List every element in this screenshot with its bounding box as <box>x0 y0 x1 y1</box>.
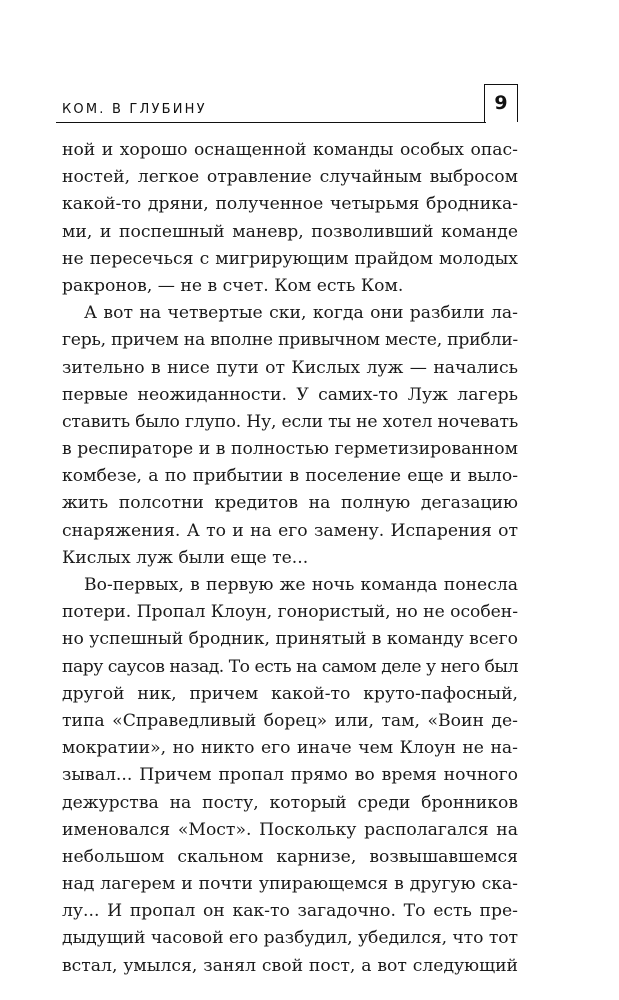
header-rule <box>56 122 486 123</box>
text-line: небольшом скальном карнизе, возвышавшемся <box>62 846 518 867</box>
text-line: герь, причем на вполне привычном месте, прибли- <box>62 330 518 351</box>
text-line: снаряжения. А то и на его замену. Испарения от <box>62 520 518 541</box>
text-line: мократии», но никто его иначе чем Клоун не на- <box>62 738 518 759</box>
text-line: зывал... Причем пропал прямо во время ночного <box>62 765 518 786</box>
text-line: но успешный бродник, принятый в команду всего <box>62 629 518 650</box>
text-line: пару саусов назад. То есть на самом деле у него был <box>62 656 518 677</box>
text-line: дежурства на посту, который среди бронников <box>62 792 518 813</box>
text-line: ностей, легкое отравление случайным выбросом <box>62 167 518 188</box>
text-line: ракронов, — не в счет. Ком есть Ком. <box>62 275 404 296</box>
paragraph-first-line: Во-первых, в первую же ночь команда понесла <box>84 575 518 595</box>
text-line: другой ник, причем какой-то круто-пафосный, <box>62 683 518 704</box>
text-line: ми, и поспешный маневр, позволивший команде <box>62 221 518 242</box>
paragraph-first-line: А вот на четвертые ски, когда они разбили ла- <box>84 303 518 324</box>
text-line: лу... И пропал он как-то загадочно. То есть пре- <box>62 901 518 922</box>
text-line: ставить было глупо. Ну, если ты не хотел ночевать <box>62 411 519 432</box>
page-header <box>56 84 518 132</box>
text-line: над лагерем и почти упирающемся в другую ска- <box>62 874 518 895</box>
page-number-box <box>484 84 518 122</box>
text-line: в респираторе и в полностью герметизированном <box>62 439 518 460</box>
text-line: встал, умылся, занял свой пост, а вот следующий <box>62 955 518 976</box>
text-line: жить полсотни кредитов на полную дегазацию <box>62 493 518 514</box>
body-text <box>62 137 518 980</box>
text-line: потери. Пропал Клоун, гонористый, но не особен- <box>62 602 518 623</box>
text-line: первые неожиданности. У самих-то Луж лагерь <box>62 384 518 405</box>
text-line: зительно в нисе пути от Кислых луж — начались <box>62 357 518 378</box>
text-line: именовался «Мост». Поскольку располагался на <box>62 819 518 840</box>
text-line: дыдущий часовой его разбудил, убедился, что тот <box>62 928 519 949</box>
text-line: Кислых луж были еще те... <box>62 547 309 568</box>
text-line: типа «Справедливый борец» или, там, «Воин де- <box>62 710 518 731</box>
running-head: КОМ. В ГЛУБИНУ <box>62 102 207 117</box>
page-number: 9 <box>494 92 508 114</box>
text-line: ной и хорошо оснащенной команды особых опас- <box>62 140 518 160</box>
text-line: какой-то дряни, полученное четырьмя бродника- <box>62 194 518 215</box>
text-line: комбезе, а по прибытии в поселение еще и выло- <box>62 466 518 487</box>
text-line: не пересечься с мигрирующим прайдом молодых <box>62 248 518 269</box>
